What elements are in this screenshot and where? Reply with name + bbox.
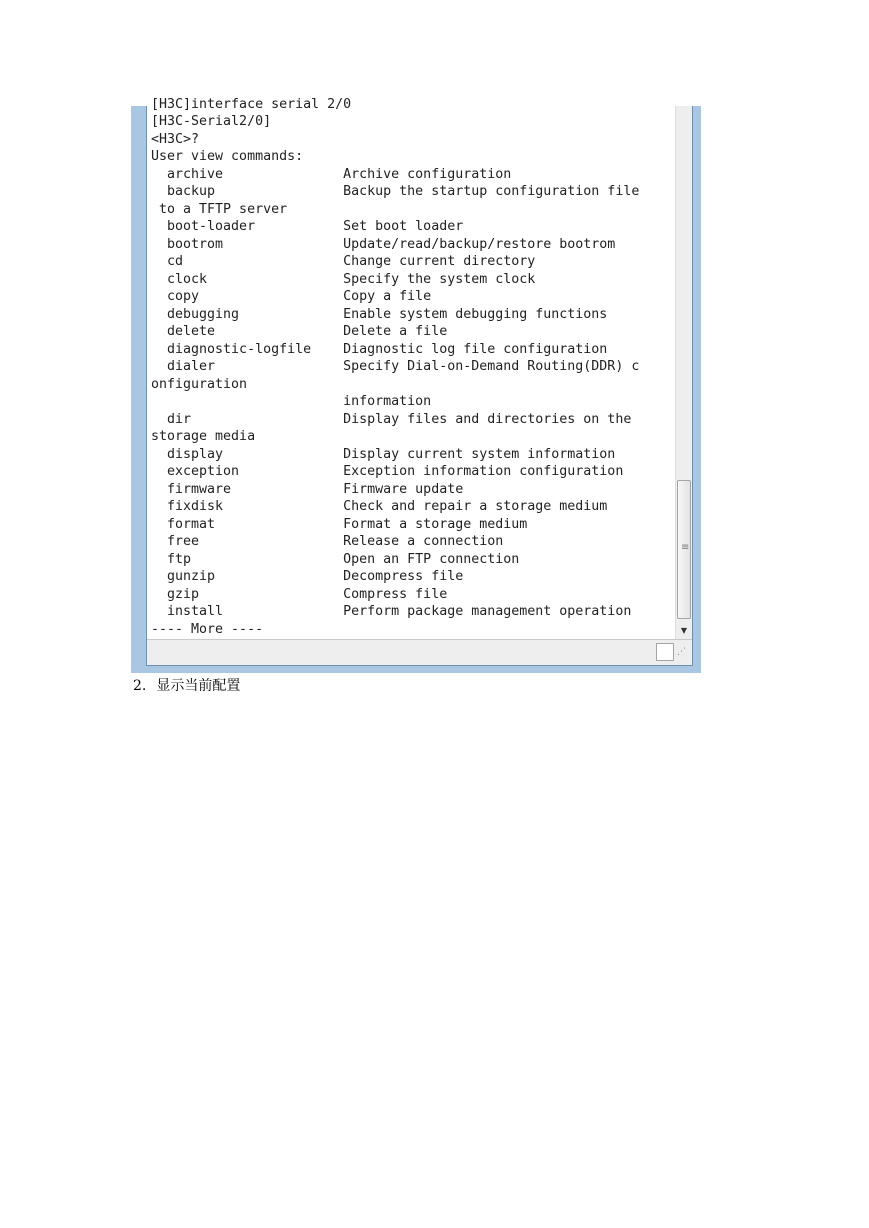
console-line: diagnostic-logfile Diagnostic log file configuration — [151, 341, 608, 357]
console-line: gzip Compress file — [151, 586, 448, 602]
console-line: install Perform package management operation — [151, 604, 632, 619]
console-line: free Release a connection — [151, 534, 504, 549]
console-line: clock Specify the system clock — [151, 271, 536, 287]
console-line: fixdisk Check and repair a storage medium — [151, 499, 608, 514]
console-line: User view commands: — [151, 149, 304, 164]
console-line: delete Delete a file — [151, 324, 448, 339]
console-line: information — [151, 394, 432, 409]
console-line: backup Backup the startup configuration file — [151, 184, 640, 199]
caption-text: 显示当前配置 — [156, 678, 241, 694]
console-line: gunzip Decompress file — [151, 569, 464, 584]
section-caption — [133, 676, 240, 696]
scrollbar-thumb[interactable] — [677, 480, 691, 619]
console-lines — [151, 113, 639, 638]
console-line: storage media — [151, 429, 256, 444]
console-line: firmware Firmware update — [151, 481, 464, 497]
cropped-command-line: [H3C]interface serial 2/0 — [151, 97, 352, 112]
grip-icon: ≡ — [681, 542, 690, 553]
console-line: debugging Enable system debugging functions — [151, 306, 608, 322]
status-bar — [147, 639, 692, 665]
console-line: format Format a storage medium — [151, 516, 528, 532]
resize-grip-icon[interactable]: ⋰ — [677, 647, 686, 657]
caption-number: 2. — [133, 678, 147, 694]
console-output[interactable] — [147, 97, 673, 639]
console-line: copy Copy a file — [151, 289, 432, 304]
console-line: dir Display files and directories on the — [151, 411, 632, 427]
terminal-pane — [146, 97, 693, 666]
status-indicator-box — [656, 643, 674, 661]
console-line: [H3C-Serial2/0] — [151, 114, 272, 129]
terminal-window — [131, 97, 701, 673]
console-line: bootrom Update/read/backup/restore bootrom — [151, 236, 616, 252]
vertical-scrollbar[interactable] — [675, 106, 692, 639]
console-line: to a TFTP server — [151, 201, 288, 217]
console-line: ---- More ---- — [151, 621, 264, 637]
scroll-down-arrow-icon[interactable]: ▼ — [680, 626, 688, 635]
console-line: boot-loader Set boot loader — [151, 219, 464, 234]
console-line: <H3C>? — [151, 131, 200, 147]
console-line: cd Change current directory — [151, 254, 536, 269]
console-line: exception Exception information configuration — [151, 464, 624, 479]
console-line: ftp Open an FTP connection — [151, 551, 520, 567]
console-line: onfiguration — [151, 376, 248, 392]
console-line: display Display current system information — [151, 446, 616, 462]
console-line: archive Archive configuration — [151, 166, 512, 182]
console-line: dialer Specify Dial-on-Demand Routing(DDR) c — [151, 359, 640, 374]
